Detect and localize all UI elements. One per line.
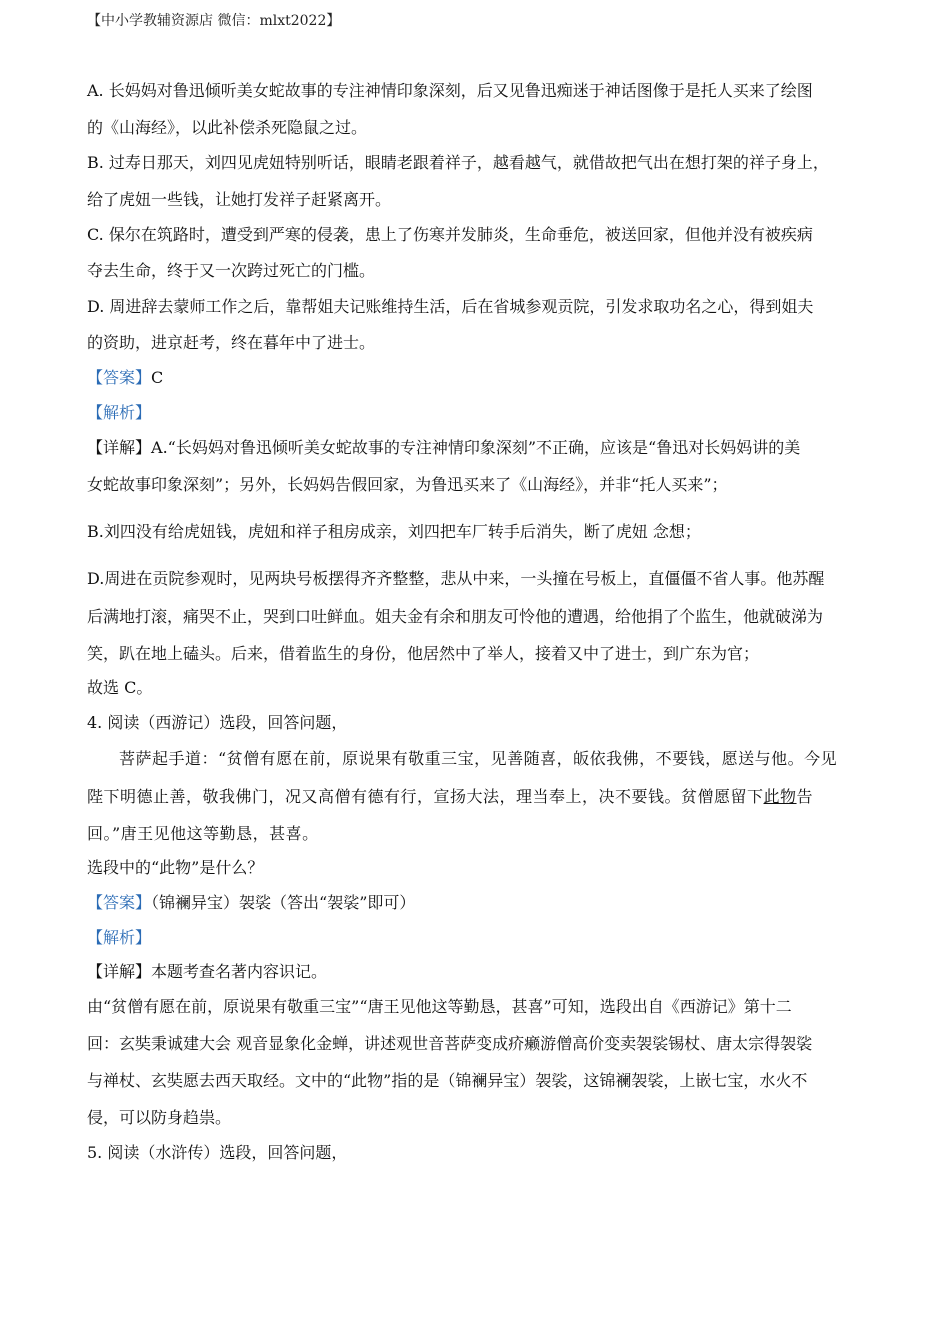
detail-label: 【详解】 — [87, 438, 152, 457]
passage-line-3: 回。”唐王见他这等勤恳，甚喜。 — [87, 824, 319, 843]
passage-text-end: 告 — [796, 787, 814, 806]
passage-line-2 — [87, 786, 813, 808]
option-b-line-2: 给了虎妞一些钱，让她打发祥子赶紧离开。 — [87, 190, 392, 209]
question-5-title: 5. 阅读（水浒传）选段，回答问题， — [87, 1143, 348, 1162]
answer-row-4 — [87, 892, 415, 914]
answer-value-4: （锦襕异宝）袈裟（答出“袈裟”即可） — [151, 893, 416, 912]
detail-4-line-2: 回：玄奘秉诚建大会 观音显象化金蝉，讲述观世音菩萨变成疥癞游僧高价变卖袈裟锡杖、唐太宗得袈裟 — [87, 1034, 813, 1053]
passage-line-1: 菩萨起手道：“贫僧有愿在前，原说果有敬重三宝，见善随喜，皈依我佛，不要钱，愿送与他。今见 — [119, 749, 838, 768]
detail-intro-4 — [87, 961, 327, 983]
detail-4-line-4: 侵，可以防身趋祟。 — [87, 1108, 232, 1127]
detail-line-3: B.刘四没有给虎妞钱，虎妞和祥子租房成亲，刘四把车厂转手后消失，断了虎妞 念想； — [87, 522, 701, 541]
question-4-prompt: 选段中的“此物”是什么？ — [87, 858, 264, 877]
question-4-title: 4. 阅读（西游记）选段，回答问题， — [87, 713, 348, 732]
detail-line-2: 女蛇故事印象深刻”；另外，长妈妈告假回家，为鲁迅买来了《山海经》，并非“托人买来”； — [87, 475, 728, 494]
answer-value: C — [151, 368, 164, 387]
answer-label-4: 【答案】 — [87, 893, 152, 912]
passage-text: 陛下明德止善，敬我佛门，况又高僧有德有行，宣扬大法，理当奉上，决不要钱。贫僧愿留下 — [87, 787, 764, 806]
detail-line-6: 笑，趴在地上磕头。后来，借着监生的身份，他居然中了举人，接着又中了进士，到广东为官； — [87, 644, 760, 663]
option-c-line-2: 夺去生命，终于又一次跨过死亡的门槛。 — [87, 261, 376, 280]
detail-line-5: 后满地打滚，痛哭不止，哭到口吐鲜血。姐夫金有余和朋友可怜他的遭遇，给他捐了个监生，他就破涕为 — [87, 607, 824, 626]
detail-intro-text: 本题考查名著内容识记。 — [151, 962, 328, 981]
detail-line-1 — [87, 437, 800, 459]
watermark-header: 【中小学教辅资源店 微信：mlxt2022】 — [87, 13, 341, 29]
detail-label-4: 【详解】 — [87, 962, 152, 981]
conclusion: 故选 C。 — [87, 678, 153, 697]
option-d-line-2: 的资助，进京赶考，终在暮年中了进士。 — [87, 333, 376, 352]
option-a-line-1: A. 长妈妈对鲁迅倾听美女蛇故事的专注神情印象深刻，后又见鲁迅痴迷于神话图像于是托人买来了绘图 — [87, 81, 813, 100]
answer-label: 【答案】 — [87, 368, 152, 387]
answer-row — [87, 367, 163, 389]
option-b-line-1: B. 过寿日那天，刘四见虎妞特别听话，眼睛老跟着祥子，越看越气，就借故把气出在想打架的祥子身上， — [87, 153, 829, 172]
detail-line-4: D.周进在贡院参观时，见两块号板摆得齐齐整整，悲从中来，一头撞在号板上，直僵僵不省人事。他苏醒 — [87, 569, 825, 588]
detail-4-line-3: 与禅杖、玄奘愿去西天取经。文中的“此物”指的是（锦襕异宝）袈裟，这锦襕袈裟，上嵌七宝，水火不 — [87, 1071, 808, 1090]
analysis-label: 【解析】 — [87, 403, 152, 422]
detail-text: A.“长妈妈对鲁迅倾听美女蛇故事的专注神情印象深刻”不正确，应该是“鲁迅对长妈妈讲的美 — [151, 438, 801, 457]
underlined-this-object: 此物 — [763, 787, 797, 806]
option-d-line-1: D. 周进辞去蒙师工作之后，靠帮姐夫记账维持生活，后在省城参观贡院，引发求取功名之心，得到姐夫 — [87, 297, 814, 316]
analysis-label-4: 【解析】 — [87, 928, 152, 947]
option-a-line-2: 的《山海经》，以此补偿杀死隐鼠之过。 — [87, 118, 368, 137]
detail-4-line-1: 由“贫僧有愿在前，原说果有敬重三宝”“唐王见他这等勤恳，甚喜”可知，选段出自《西游记》第十二 — [87, 997, 792, 1016]
option-c-line-1: C. 保尔在筑路时，遭受到严寒的侵袭，患上了伤寒并发肺炎，生命垂危，被送回家，但他并没有被疾病 — [87, 225, 813, 244]
